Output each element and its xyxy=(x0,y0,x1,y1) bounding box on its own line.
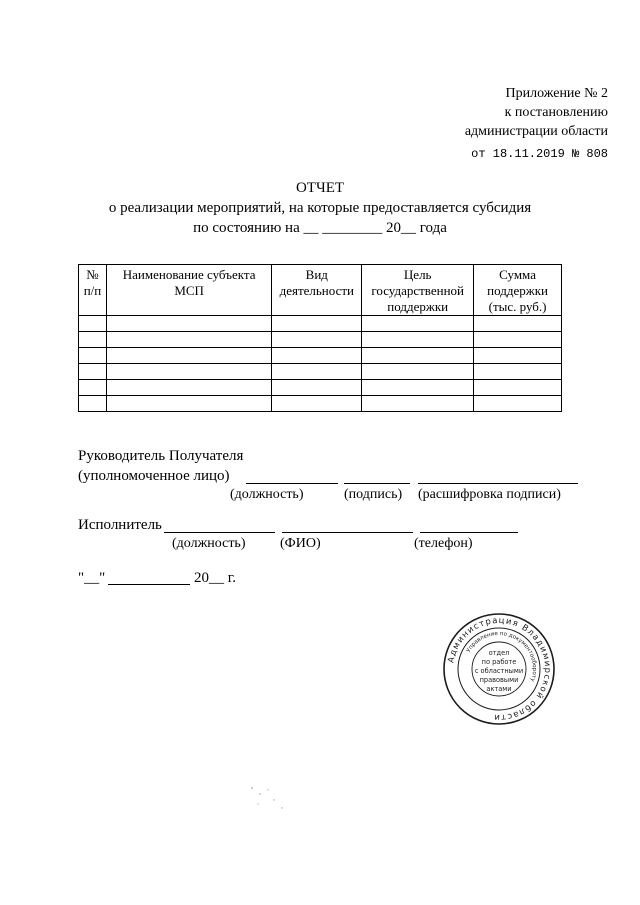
svg-text:с областными: с областными xyxy=(474,667,524,675)
table-cell xyxy=(79,316,107,332)
svg-text:по работе: по работе xyxy=(481,658,517,666)
report-subject: о реализации мероприятий, на которые предоставляется субсидия xyxy=(108,200,532,216)
caption-signature: (подпись) xyxy=(344,487,403,502)
table-cell xyxy=(474,332,562,348)
executor-label: Исполнитель xyxy=(78,517,162,533)
table-cell xyxy=(362,396,474,412)
appendix-header xyxy=(465,84,608,164)
decoding-signature-line xyxy=(418,483,578,484)
table-row xyxy=(79,364,562,380)
report-table xyxy=(78,264,562,412)
official-seal-stamp xyxy=(442,612,556,726)
caption-executor-phone: (телефон) xyxy=(414,536,473,551)
table-row xyxy=(79,332,562,348)
appendix-subtitle: к постановлению xyxy=(504,105,608,120)
caption-position: (должность) xyxy=(230,487,304,502)
table-cell xyxy=(474,316,562,332)
table-cell xyxy=(474,396,562,412)
table-cell xyxy=(106,396,271,412)
caption-decoding: (расшифровка подписи) xyxy=(418,487,561,502)
svg-text:правовыми: правовыми xyxy=(479,676,519,684)
table-cell xyxy=(106,380,271,396)
table-cell xyxy=(272,348,362,364)
header-activity-type: Вид деятельности xyxy=(272,265,362,316)
date-day-field: "__" xyxy=(78,570,106,586)
table-cell xyxy=(474,348,562,364)
table-cell xyxy=(106,316,271,332)
caption-executor-position: (должность) xyxy=(172,536,246,551)
table-cell xyxy=(79,396,107,412)
table-cell xyxy=(362,316,474,332)
table-header-row xyxy=(79,265,562,316)
svg-text:актами: актами xyxy=(486,685,512,693)
decree-reference: от 18.11.2019 № 808 xyxy=(471,147,608,161)
svg-text:Администрация Владимирской обл: Администрация Владимирской области xyxy=(446,615,553,723)
authorized-person-label: (уполномоченное лицо) xyxy=(78,468,230,484)
table-cell xyxy=(474,364,562,380)
header-subject-name: Наименование субъекта МСП xyxy=(106,265,271,316)
table-cell xyxy=(106,348,271,364)
table-cell xyxy=(362,380,474,396)
manager-title: Руководитель Получателя xyxy=(78,448,244,464)
executor-phone-line xyxy=(420,532,518,533)
position-signature-line xyxy=(246,483,338,484)
table-cell xyxy=(272,396,362,412)
executor-position-line xyxy=(164,532,275,533)
table-cell xyxy=(362,332,474,348)
appendix-number: Приложение № 2 xyxy=(505,86,608,101)
table-row xyxy=(79,316,562,332)
table-cell xyxy=(106,332,271,348)
table-cell xyxy=(272,364,362,380)
table-cell xyxy=(79,364,107,380)
table-body xyxy=(79,316,562,412)
header-number: № п/п xyxy=(79,265,107,316)
appendix-authority: администрации области xyxy=(464,124,608,139)
table-row xyxy=(79,348,562,364)
table-cell xyxy=(474,380,562,396)
executor-name-line xyxy=(282,532,413,533)
table-cell xyxy=(362,364,474,380)
report-title-block xyxy=(0,178,640,238)
table-cell xyxy=(106,364,271,380)
caption-executor-name: (ФИО) xyxy=(280,536,321,551)
svg-text:отдел: отдел xyxy=(488,649,510,657)
table-cell xyxy=(272,332,362,348)
table-cell xyxy=(79,348,107,364)
table-cell xyxy=(362,348,474,364)
date-month-line xyxy=(108,584,190,585)
header-support-goal: Цель государственной поддержки xyxy=(362,265,474,316)
report-heading: ОТЧЕТ xyxy=(295,180,345,196)
table-row xyxy=(79,396,562,412)
table-cell xyxy=(79,380,107,396)
scan-noise-marks xyxy=(248,784,288,814)
svg-text:Управление по документообороту: Управление по документообороту xyxy=(465,630,538,683)
table-cell xyxy=(272,316,362,332)
table-cell xyxy=(79,332,107,348)
report-date-line: по состоянию на __ ________ 20__ года xyxy=(193,220,447,236)
table-row xyxy=(79,380,562,396)
date-year-field: 20__ г. xyxy=(194,570,236,586)
header-support-amount: Сумма поддержки (тыс. руб.) xyxy=(474,265,562,316)
signature-line xyxy=(344,483,410,484)
table-cell xyxy=(272,380,362,396)
